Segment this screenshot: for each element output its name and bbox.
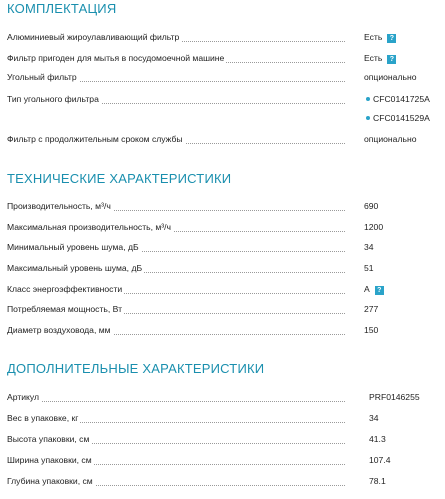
spec-label: Тип угольного фильтра [7, 94, 99, 104]
spec-row [7, 52, 423, 66]
spec-label: Артикул [7, 392, 40, 402]
dotted-leader [7, 401, 345, 402]
spec-value: 78.1 [369, 476, 386, 486]
spec-row [7, 412, 423, 426]
help-icon[interactable]: ? [387, 34, 396, 43]
spec-value: 150 [364, 325, 379, 335]
spec-value-link[interactable]: CFC0141725A [366, 93, 430, 105]
spec-value: Есть ? [364, 31, 396, 43]
spec-value: 41.3 [369, 434, 386, 444]
spec-label: Фильтр с продолжительным сроком службы [7, 134, 183, 144]
spec-value: PRF0146255 [369, 392, 420, 402]
bullet-icon [366, 97, 370, 101]
spec-value: опционально [364, 72, 417, 82]
spec-row [7, 391, 423, 405]
spec-row [7, 475, 423, 489]
spec-label: Вес в упаковке, кг [7, 413, 79, 423]
spec-row [7, 221, 423, 235]
spec-row [7, 93, 430, 107]
spec-row [7, 133, 423, 147]
spec-label: Алюминиевый жироулавливающий фильтр [7, 32, 180, 42]
spec-row [7, 241, 423, 255]
spec-value: 690 [364, 201, 379, 211]
spec-row [7, 324, 423, 338]
spec-row [7, 454, 423, 468]
spec-row [7, 71, 423, 85]
spec-value: A ? [364, 283, 384, 295]
section-title-equipment: КОМПЛЕКТАЦИЯ [7, 1, 117, 16]
spec-label: Максимальная производительность, м³/ч [7, 222, 172, 232]
spec-value: 277 [364, 304, 379, 314]
spec-value: опционально [364, 134, 417, 144]
spec-label: Угольный фильтр [7, 72, 77, 82]
spec-value: Есть ? [364, 52, 396, 64]
spec-row [7, 262, 423, 276]
spec-value: 51 [364, 263, 374, 273]
spec-label: Производительность, м³/ч [7, 201, 111, 211]
spec-row [7, 31, 423, 45]
spec-row [7, 200, 423, 214]
spec-label: Минимальный уровень шума, дБ [7, 242, 139, 252]
spec-row [7, 433, 423, 447]
spec-label: Высота упаковки, см [7, 434, 90, 444]
spec-value: 1200 [364, 222, 384, 232]
spec-value-link[interactable]: CFC0141529A [366, 112, 430, 124]
bullet-icon [366, 116, 370, 120]
spec-row [7, 283, 423, 297]
spec-label: Класс энергоэффективности [7, 284, 123, 294]
help-icon[interactable]: ? [375, 286, 384, 295]
spec-value: 34 [364, 242, 374, 252]
spec-value: 34 [369, 413, 379, 423]
spec-label: Глубина упаковки, см [7, 476, 93, 486]
spec-label: Потребляемая мощность, Вт [7, 304, 123, 314]
help-icon[interactable]: ? [387, 55, 396, 64]
spec-label: Ширина упаковки, см [7, 455, 92, 465]
spec-label: Диаметр воздуховода, мм [7, 325, 111, 335]
section-title-tech: ТЕХНИЧЕСКИЕ ХАРАКТЕРИСТИКИ [7, 171, 232, 186]
spec-label: Фильтр пригоден для мытья в посудомоечной машине [7, 53, 225, 63]
section-title-extra: ДОПОЛНИТЕЛЬНЫЕ ХАРАКТЕРИСТИКИ [7, 361, 265, 376]
spec-label: Максимальный уровень шума, дБ [7, 263, 143, 273]
spec-value: 107.4 [369, 455, 391, 465]
spec-row [7, 303, 423, 317]
